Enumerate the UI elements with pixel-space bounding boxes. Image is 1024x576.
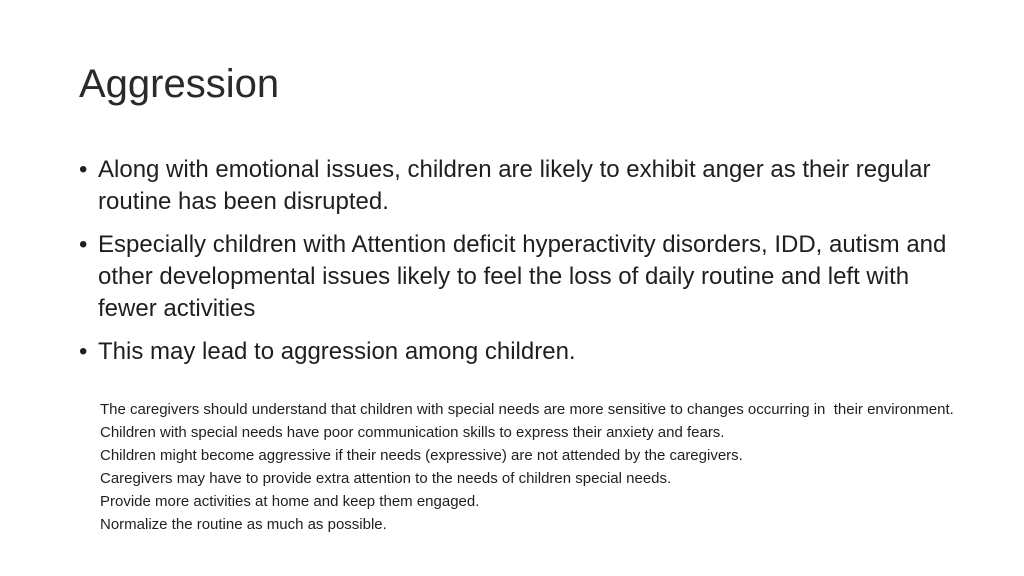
note-line: Normalize the routine as much as possible. — [100, 516, 387, 533]
bullet-icon: • — [79, 338, 88, 365]
bullet-icon: • — [79, 231, 88, 258]
bullet-item — [76, 154, 956, 218]
bullet-item — [76, 229, 956, 325]
note-line: Provide more activities at home and keep them engaged. — [100, 493, 480, 510]
bullet-text: Along with emotional issues, children are likely to exhibit anger as their regular routine has been disrupted. — [98, 156, 931, 215]
note-line: Caregivers may have to provide extra attention to the needs of children special needs. — [100, 470, 672, 487]
bullet-list — [76, 154, 956, 379]
bullet-text: This may lead to aggression among children. — [98, 338, 576, 365]
notes-block — [100, 398, 960, 536]
note-line: Children with special needs have poor communication skills to express their anxiety and fears. — [100, 424, 725, 441]
bullet-icon: • — [79, 156, 88, 183]
bullet-text: Especially children with Attention deficit hyperactivity disorders, IDD, autism and other developmental issues likely to feel the loss of daily routine and left with fewer activities — [98, 231, 947, 322]
slide-title: Aggression — [79, 62, 280, 106]
note-line: Children might become aggressive if their needs (expressive) are not attended by the caregivers. — [100, 447, 743, 464]
bullet-item — [76, 336, 956, 368]
note-line: The caregivers should understand that children with special needs are more sensitive to changes occurring in their environment. — [100, 401, 954, 418]
